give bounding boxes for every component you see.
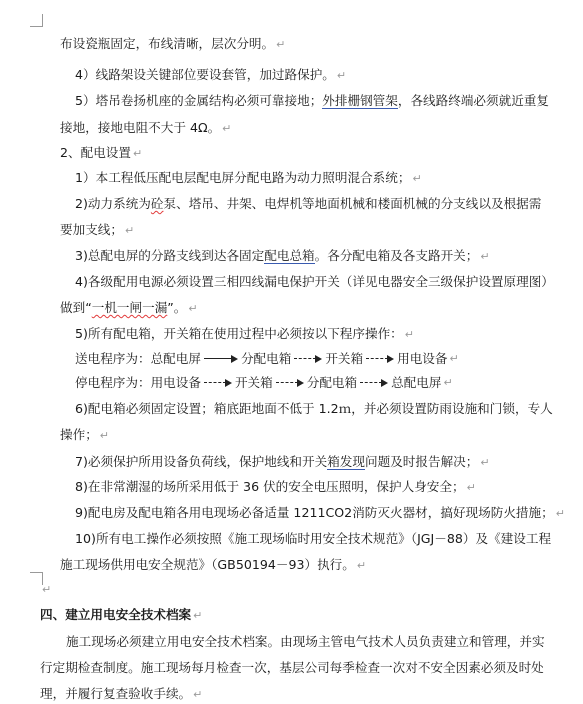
text: 4）线路架设关键部位要设套管，加过路保护。	[75, 67, 335, 82]
paragraph-mark: ↵	[132, 147, 143, 160]
paragraph	[75, 66, 346, 85]
text: 1）本工程低压配电层配电屏分配电路为动力照明混合系统；	[75, 170, 411, 185]
paragraph	[75, 325, 414, 344]
paragraph-continuation	[60, 221, 134, 240]
paragraph	[75, 273, 554, 291]
spelling-underlined-text: 砼	[150, 196, 164, 211]
text: 5）塔吊卷扬机座的金属结构必须可靠接地；	[75, 93, 323, 108]
text: 泵、塔吊、井架、电焊机等地面机械和楼面机械的分支线以及根据需	[163, 196, 542, 211]
paragraph	[66, 633, 545, 651]
arrow-right-icon	[294, 354, 322, 364]
paragraph	[75, 247, 490, 266]
paragraph-mark: ↵	[193, 688, 203, 701]
arrow-right-icon	[204, 378, 232, 388]
arrow-right-icon	[366, 354, 394, 364]
arrow-right-icon	[360, 378, 388, 388]
sequence-label: 停电程序为：	[75, 375, 151, 390]
paragraph-mark: ↵	[42, 583, 52, 596]
power-on-sequence	[75, 350, 459, 368]
paragraph-mark: ↵	[412, 172, 422, 185]
paragraph	[75, 504, 565, 523]
text: 行定期检查制度。施工现场每月检查一次，基层公司每季检查一次对不安全因素必须及时处	[40, 660, 544, 675]
paragraph-continuation	[60, 426, 109, 445]
grammar-underlined-text: 配电总箱	[264, 248, 315, 263]
paragraph-mark: ↵	[555, 507, 565, 520]
text: 布设瓷瓶固定，布线清晰，层次分明。	[60, 36, 275, 51]
text: 3)总配电屏的分路支线到达各固定	[75, 248, 265, 263]
heading-text: 2、配电设置	[60, 145, 131, 160]
paragraph-mark: ↵	[480, 456, 490, 469]
paragraph	[75, 530, 551, 548]
text: 4)各级配用电源必须设置三相四线漏电保护开关（详见电器安全三级保护设置原理图）	[75, 274, 554, 289]
paragraph	[75, 169, 422, 188]
text: 2)动力系统为	[75, 196, 151, 211]
crop-mark-top-left	[30, 14, 43, 27]
sequence-step: 用电设备	[150, 375, 201, 390]
paragraph-continuation	[40, 685, 202, 704]
paragraph-mark: ↵	[449, 352, 459, 365]
paragraph	[75, 195, 541, 213]
paragraph-mark: ↵	[480, 250, 490, 263]
paragraph	[75, 92, 549, 110]
paragraph-mark: ↵	[276, 38, 286, 51]
text: 10)所有电工操作必须按照《施工现场临时用安全技术规范》（JGJ－88）及《建设工程	[75, 531, 552, 546]
paragraph-mark: ↵	[99, 429, 109, 442]
paragraph	[60, 35, 285, 54]
text: 接地，接地电阻不大于 4Ω。	[60, 120, 221, 135]
empty-paragraph	[40, 580, 51, 599]
paragraph	[75, 478, 476, 497]
text: 施工现场必须建立用电安全技术档案。由现场主管电气技术人员负责建立和管理，并实	[66, 634, 545, 649]
text: 。各分配电箱及各支路开关；	[314, 248, 479, 263]
section-heading	[60, 144, 142, 163]
sequence-step: 分配电箱	[240, 351, 292, 366]
paragraph-mark: ↵	[443, 376, 453, 389]
power-off-sequence	[75, 374, 453, 392]
paragraph-mark: ↵	[193, 609, 203, 622]
sequence-step: 开关箱	[234, 375, 273, 390]
paragraph-continuation	[60, 119, 231, 138]
text: ”。	[167, 300, 187, 315]
paragraph	[75, 400, 553, 418]
sequence-label: 送电程序为：	[75, 351, 151, 366]
paragraph	[75, 453, 490, 472]
text: 8)在非常潮湿的场所采用低于 36 伏的安全电压照明，保护人身安全；	[75, 479, 465, 494]
text: 9)配电房及配电箱各用电现场必备适量 1211CO2消防灭火器材，搞好现场防火措施；	[75, 505, 554, 520]
paragraph-continuation	[40, 659, 544, 677]
paragraph-mark: ↵	[188, 302, 198, 315]
text: ，各线路终端必须就近重复	[397, 93, 549, 108]
spelling-underlined-text: 一机一闸一漏	[91, 300, 168, 315]
sequence-step: 用电设备	[397, 351, 448, 366]
heading-text: 四、建立用电安全技术档案	[40, 607, 192, 622]
paragraph-continuation	[60, 299, 198, 318]
paragraph-mark: ↵	[222, 122, 232, 135]
text: 要加支线；	[60, 222, 123, 237]
text: 施工现场供用电安全规范》（GB50194－93）执行。	[60, 557, 355, 572]
paragraph-continuation	[60, 556, 366, 575]
arrow-right-icon	[204, 354, 238, 364]
paragraph-mark: ↵	[466, 481, 476, 494]
arrow-right-icon	[276, 378, 304, 388]
grammar-underlined-text: 箱发现	[327, 454, 365, 469]
text: 做到“	[60, 300, 92, 315]
grammar-underlined-text: 外排栅钢管架	[322, 93, 398, 108]
text: 5)所有配电箱，开关箱在使用过程中必须按以下程序操作：	[75, 326, 403, 341]
sequence-step: 开关箱	[325, 351, 364, 366]
text: 6)配电箱必须固定设置；箱底距地面不低于 1.2ｍ，并必须设置防雨设施和门锁，专人	[75, 401, 553, 416]
sequence-step: 总配电屏	[150, 351, 201, 366]
sequence-step: 总配电屏	[391, 375, 442, 390]
sequence-step: 分配电箱	[306, 375, 358, 390]
text: 理，并履行复查验收手续。	[40, 686, 192, 701]
paragraph-mark: ↵	[124, 224, 135, 237]
paragraph-mark: ↵	[404, 328, 414, 341]
text: 操作；	[60, 427, 98, 442]
section-heading	[40, 606, 202, 625]
text: 7)必须保护所用设备负荷线，保护地线和开关	[75, 454, 328, 469]
text: 问题及时报告解决；	[365, 454, 479, 469]
paragraph-mark: ↵	[336, 69, 347, 82]
paragraph-mark: ↵	[356, 559, 367, 572]
